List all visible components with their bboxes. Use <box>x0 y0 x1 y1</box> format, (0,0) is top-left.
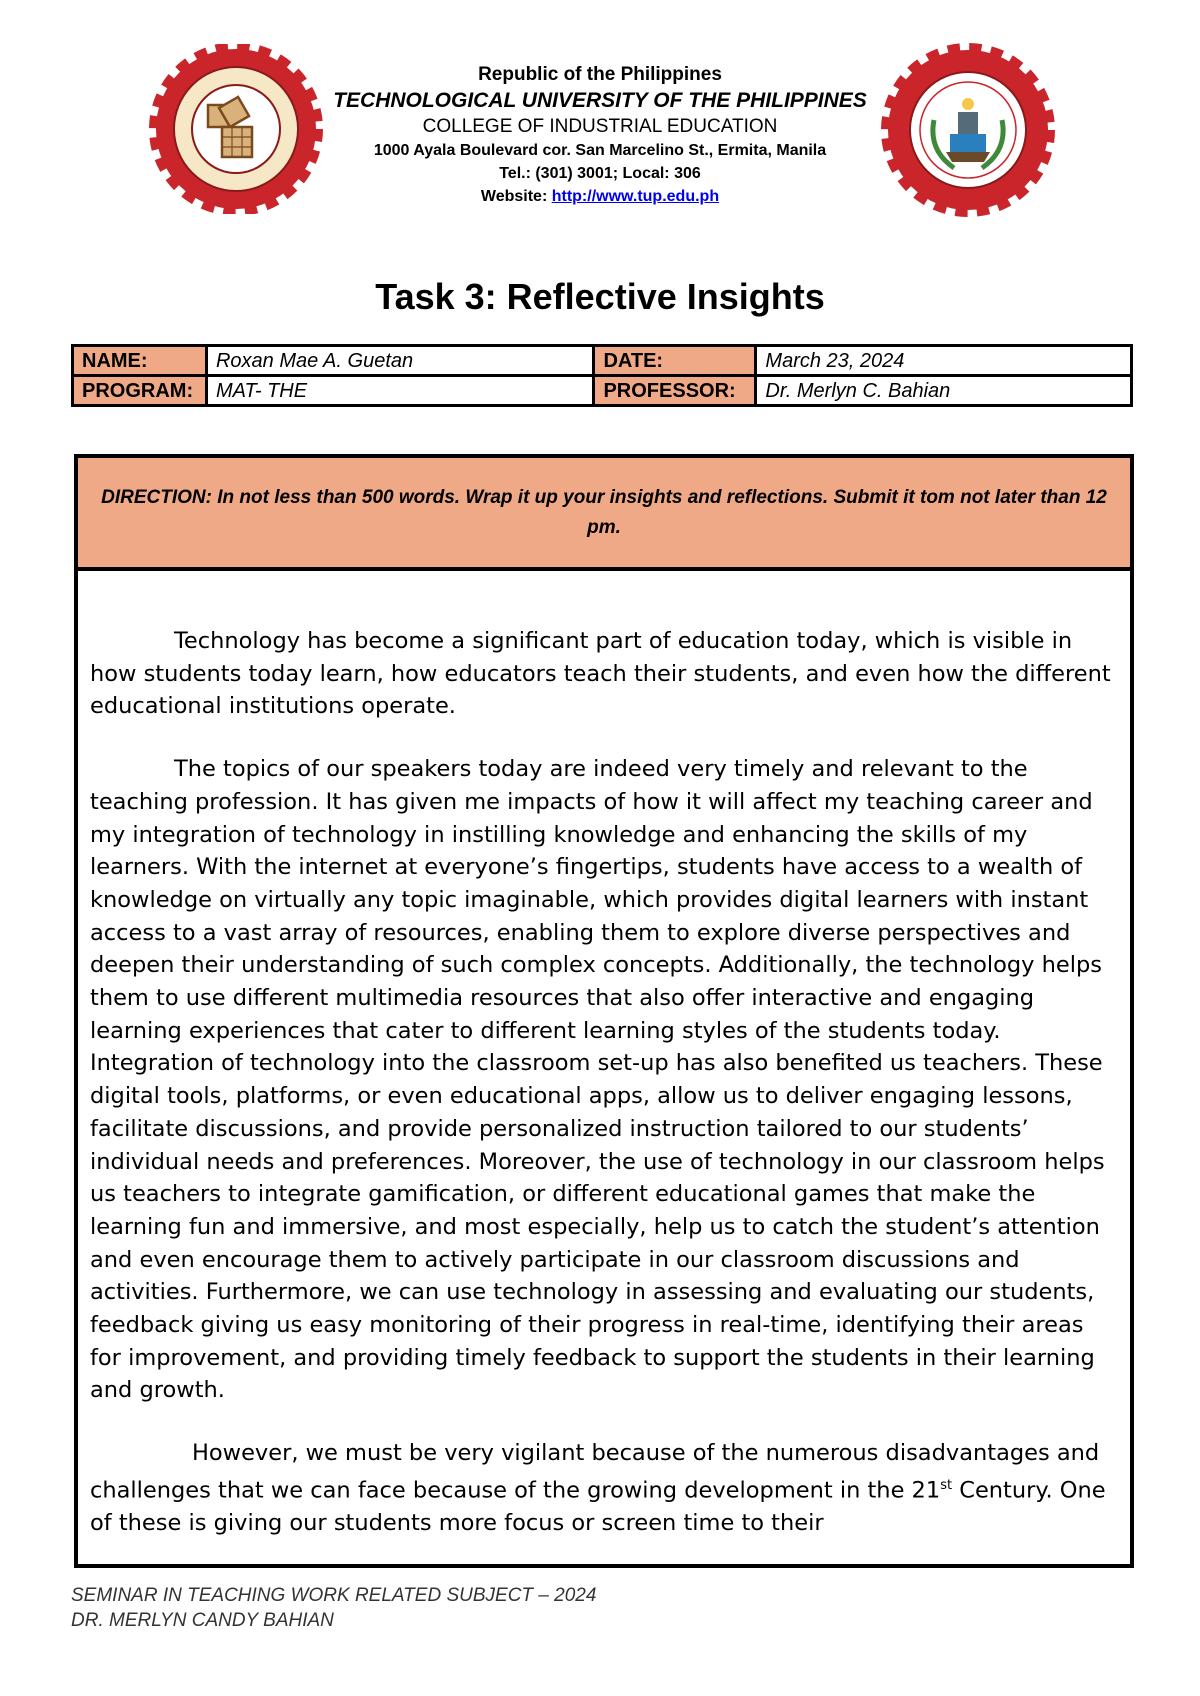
date-label: DATE: <box>594 346 756 376</box>
republic-line: Republic of the Philippines <box>478 64 722 85</box>
university-name: TECHNOLOGICAL UNIVERSITY OF THE PHILIPPINES <box>333 89 867 112</box>
cie-seal-logo <box>878 42 1058 218</box>
paragraph-text: However, we must be very vigilant because of the numerous disadvantages and challenges that we can face because of the growing development in the 21 <box>90 1440 1100 1504</box>
table-row <box>73 346 1132 376</box>
college-name: COLLEGE OF INDUSTRIAL EDUCATION <box>422 116 778 137</box>
paragraph-text: The topics of our speakers today are indeed very timely and relevant to the teaching profession. It has given me impacts of how it will affect my teaching career and my integration of technology in instilling knowledge and enhancing the skills of my learners. With the internet at everyone’s fingertips, students have access to a wealth of knowledge on virtually any topic imaginable, which provides digital learners with instant access to a vast array of resources, enabling them to explore diverse perspectives and deepen their understanding of such complex concepts. Additionally, the technology helps them to use different multimedia resources that also offer interactive and engaging learning experiences that cater to different learning styles of the students today. Integration of technology into the classroom set-up has also benefited us teachers. These digital tools, platforms, or even educational apps, allow us to deliver engaging lessons, facilitate discussions, and provide personalized instruction tailored to our students’ individual needs and preferences. Moreover, the use of technology in our classroom helps us teachers to integrate gamification, or different educational games that make the learning fun and immersive, and most especially, help us to catch the student’s attention and even encourage them to actively participate in our classroom discussions and activities. Furthermore, we can use technology in assessing and evaluating our students, feedback giving us easy monitoring of their progress in real-time, identifying their areas for improvement, and providing timely feedback to support the students in their learning and growth. <box>90 756 1105 1404</box>
superscript: st <box>940 1477 953 1493</box>
website-label: Website: <box>480 188 552 205</box>
footer-course: SEMINAR IN TEACHING WORK RELATED SUBJECT – 2024 <box>71 1585 597 1606</box>
professor-label: PROFESSOR: <box>594 376 756 406</box>
website-link[interactable]: http://www.tup.edu.ph <box>551 188 720 205</box>
footer-professor: DR. MERLYN CANDY BAHIAN <box>71 1610 334 1631</box>
reflection-box <box>74 454 1134 1568</box>
date-value: March 23, 2024 <box>756 346 1132 376</box>
student-info-table <box>71 344 1133 407</box>
professor-value: Dr. Merlyn C. Bahian <box>756 376 1132 406</box>
letterhead <box>0 40 1200 220</box>
website-line <box>320 185 880 208</box>
paragraph <box>90 1437 1118 1540</box>
name-value: Roxan Mae A. Guetan <box>206 346 594 376</box>
paragraph-text: Technology has become a significant part of education today, which is visible in how students today learn, how educators teach their students, and even how the different educational institutions operate. <box>90 628 1111 720</box>
direction-banner: DIRECTION: In not less than 500 words. Wrap it up your insights and reflections. Submit it tom not later than 12 pm. <box>78 458 1130 571</box>
page-footer <box>71 1583 596 1633</box>
table-row <box>73 376 1132 406</box>
reflection-body <box>78 571 1130 1564</box>
letterhead-text <box>320 62 880 208</box>
address-line: 1000 Ayala Boulevard cor. San Marcelino St., Ermita, Manila <box>373 142 827 159</box>
program-value: MAT- THE <box>206 376 594 406</box>
program-label: PROGRAM: <box>73 376 207 406</box>
paragraph <box>90 625 1118 723</box>
telephone-line: Tel.: (301) 3001; Local: 306 <box>499 165 701 182</box>
name-label: NAME: <box>73 346 207 376</box>
tup-seal-logo <box>146 44 326 214</box>
task-title: Task 3: Reflective Insights <box>375 276 825 317</box>
paragraph-text: Century. One of these is giving our students more focus or screen time to their <box>90 1477 1106 1537</box>
paragraph <box>90 753 1118 1407</box>
